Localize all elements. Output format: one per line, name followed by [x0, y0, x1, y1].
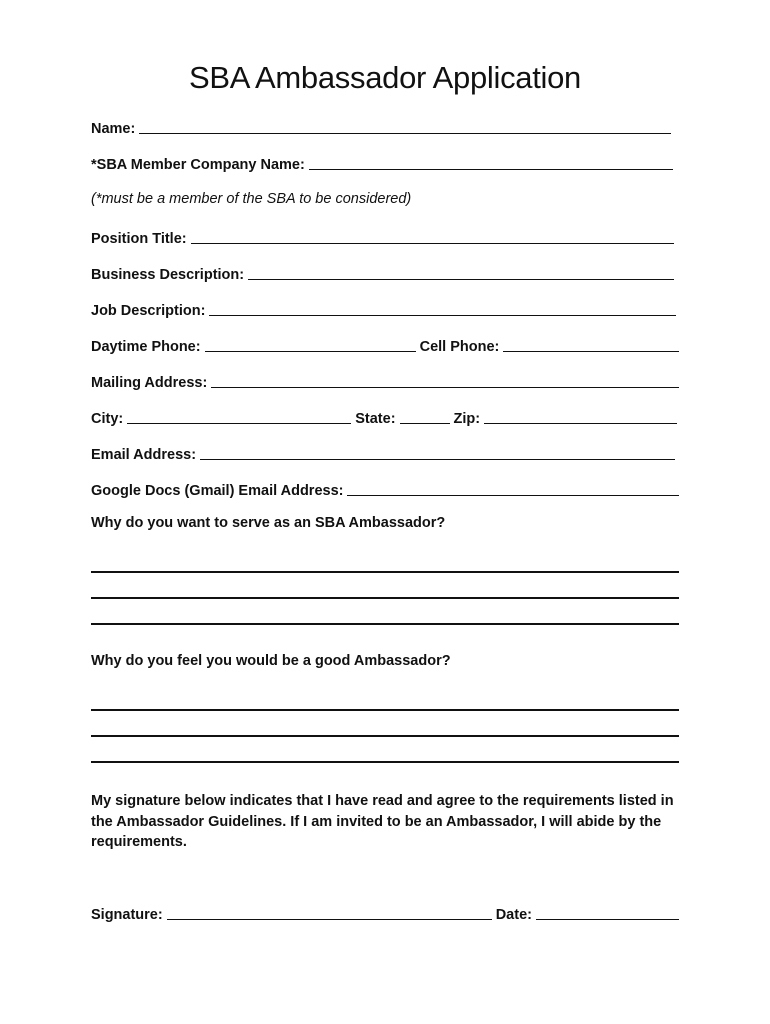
zip-label: Zip: [453, 411, 481, 427]
agreement-statement: My signature below indicates that I have read and agree to the requirements listed in the Ambassador Guidelines. If I am invited to be an Ambassador, I will abide by the requirements. [91, 793, 674, 850]
zip-field[interactable] [484, 423, 677, 424]
position-row [91, 227, 674, 247]
mailing-row [91, 371, 679, 391]
city-label: City: [91, 411, 124, 427]
answer-2-line-2[interactable] [91, 735, 679, 737]
company-note: (*must be a member of the SBA to be considered) [91, 191, 412, 207]
business-field[interactable] [248, 279, 674, 280]
answer-1-line-1[interactable] [91, 571, 679, 573]
cell-phone-label: Cell Phone: [419, 339, 500, 355]
position-label: Position Title: [91, 231, 187, 247]
email-row [91, 443, 675, 463]
signature-field[interactable] [167, 919, 492, 920]
answer-2-line-1[interactable] [91, 709, 679, 711]
question-2: Why do you feel you would be a good Ambassador? [91, 653, 451, 669]
email-label: Email Address: [91, 447, 197, 463]
google-email-row [91, 479, 679, 499]
city-row [91, 407, 677, 427]
signature-label: Signature: [91, 907, 163, 923]
company-row [91, 153, 673, 173]
job-field[interactable] [209, 315, 676, 316]
email-field[interactable] [200, 459, 675, 460]
business-row [91, 263, 674, 283]
state-label: State: [355, 411, 396, 427]
date-field[interactable] [536, 919, 679, 920]
page-title: SBA Ambassador Application [188, 60, 581, 95]
google-email-label: Google Docs (Gmail) Email Address: [91, 483, 344, 499]
mailing-field[interactable] [211, 387, 679, 388]
position-field[interactable] [191, 243, 674, 244]
daytime-phone-label: Daytime Phone: [91, 339, 201, 355]
daytime-phone-field[interactable] [205, 351, 416, 352]
answer-1-line-3[interactable] [91, 623, 679, 625]
signature-row [91, 903, 679, 923]
company-field[interactable] [309, 169, 673, 170]
name-field[interactable] [139, 133, 671, 134]
state-field[interactable] [400, 423, 450, 424]
job-row [91, 299, 676, 319]
mailing-label: Mailing Address: [91, 375, 208, 391]
name-row [91, 117, 671, 137]
google-email-field[interactable] [347, 495, 679, 496]
job-label: Job Description: [91, 303, 206, 319]
city-field[interactable] [127, 423, 351, 424]
cell-phone-field[interactable] [503, 351, 679, 352]
name-label: Name: [91, 121, 136, 137]
question-1: Why do you want to serve as an SBA Ambassador? [91, 515, 446, 531]
company-label: *SBA Member Company Name: [91, 157, 305, 173]
answer-1-line-2[interactable] [91, 597, 679, 599]
phone-row [91, 335, 679, 355]
date-label: Date: [495, 907, 532, 923]
answer-2-line-3[interactable] [91, 761, 679, 763]
business-label: Business Description: [91, 267, 245, 283]
